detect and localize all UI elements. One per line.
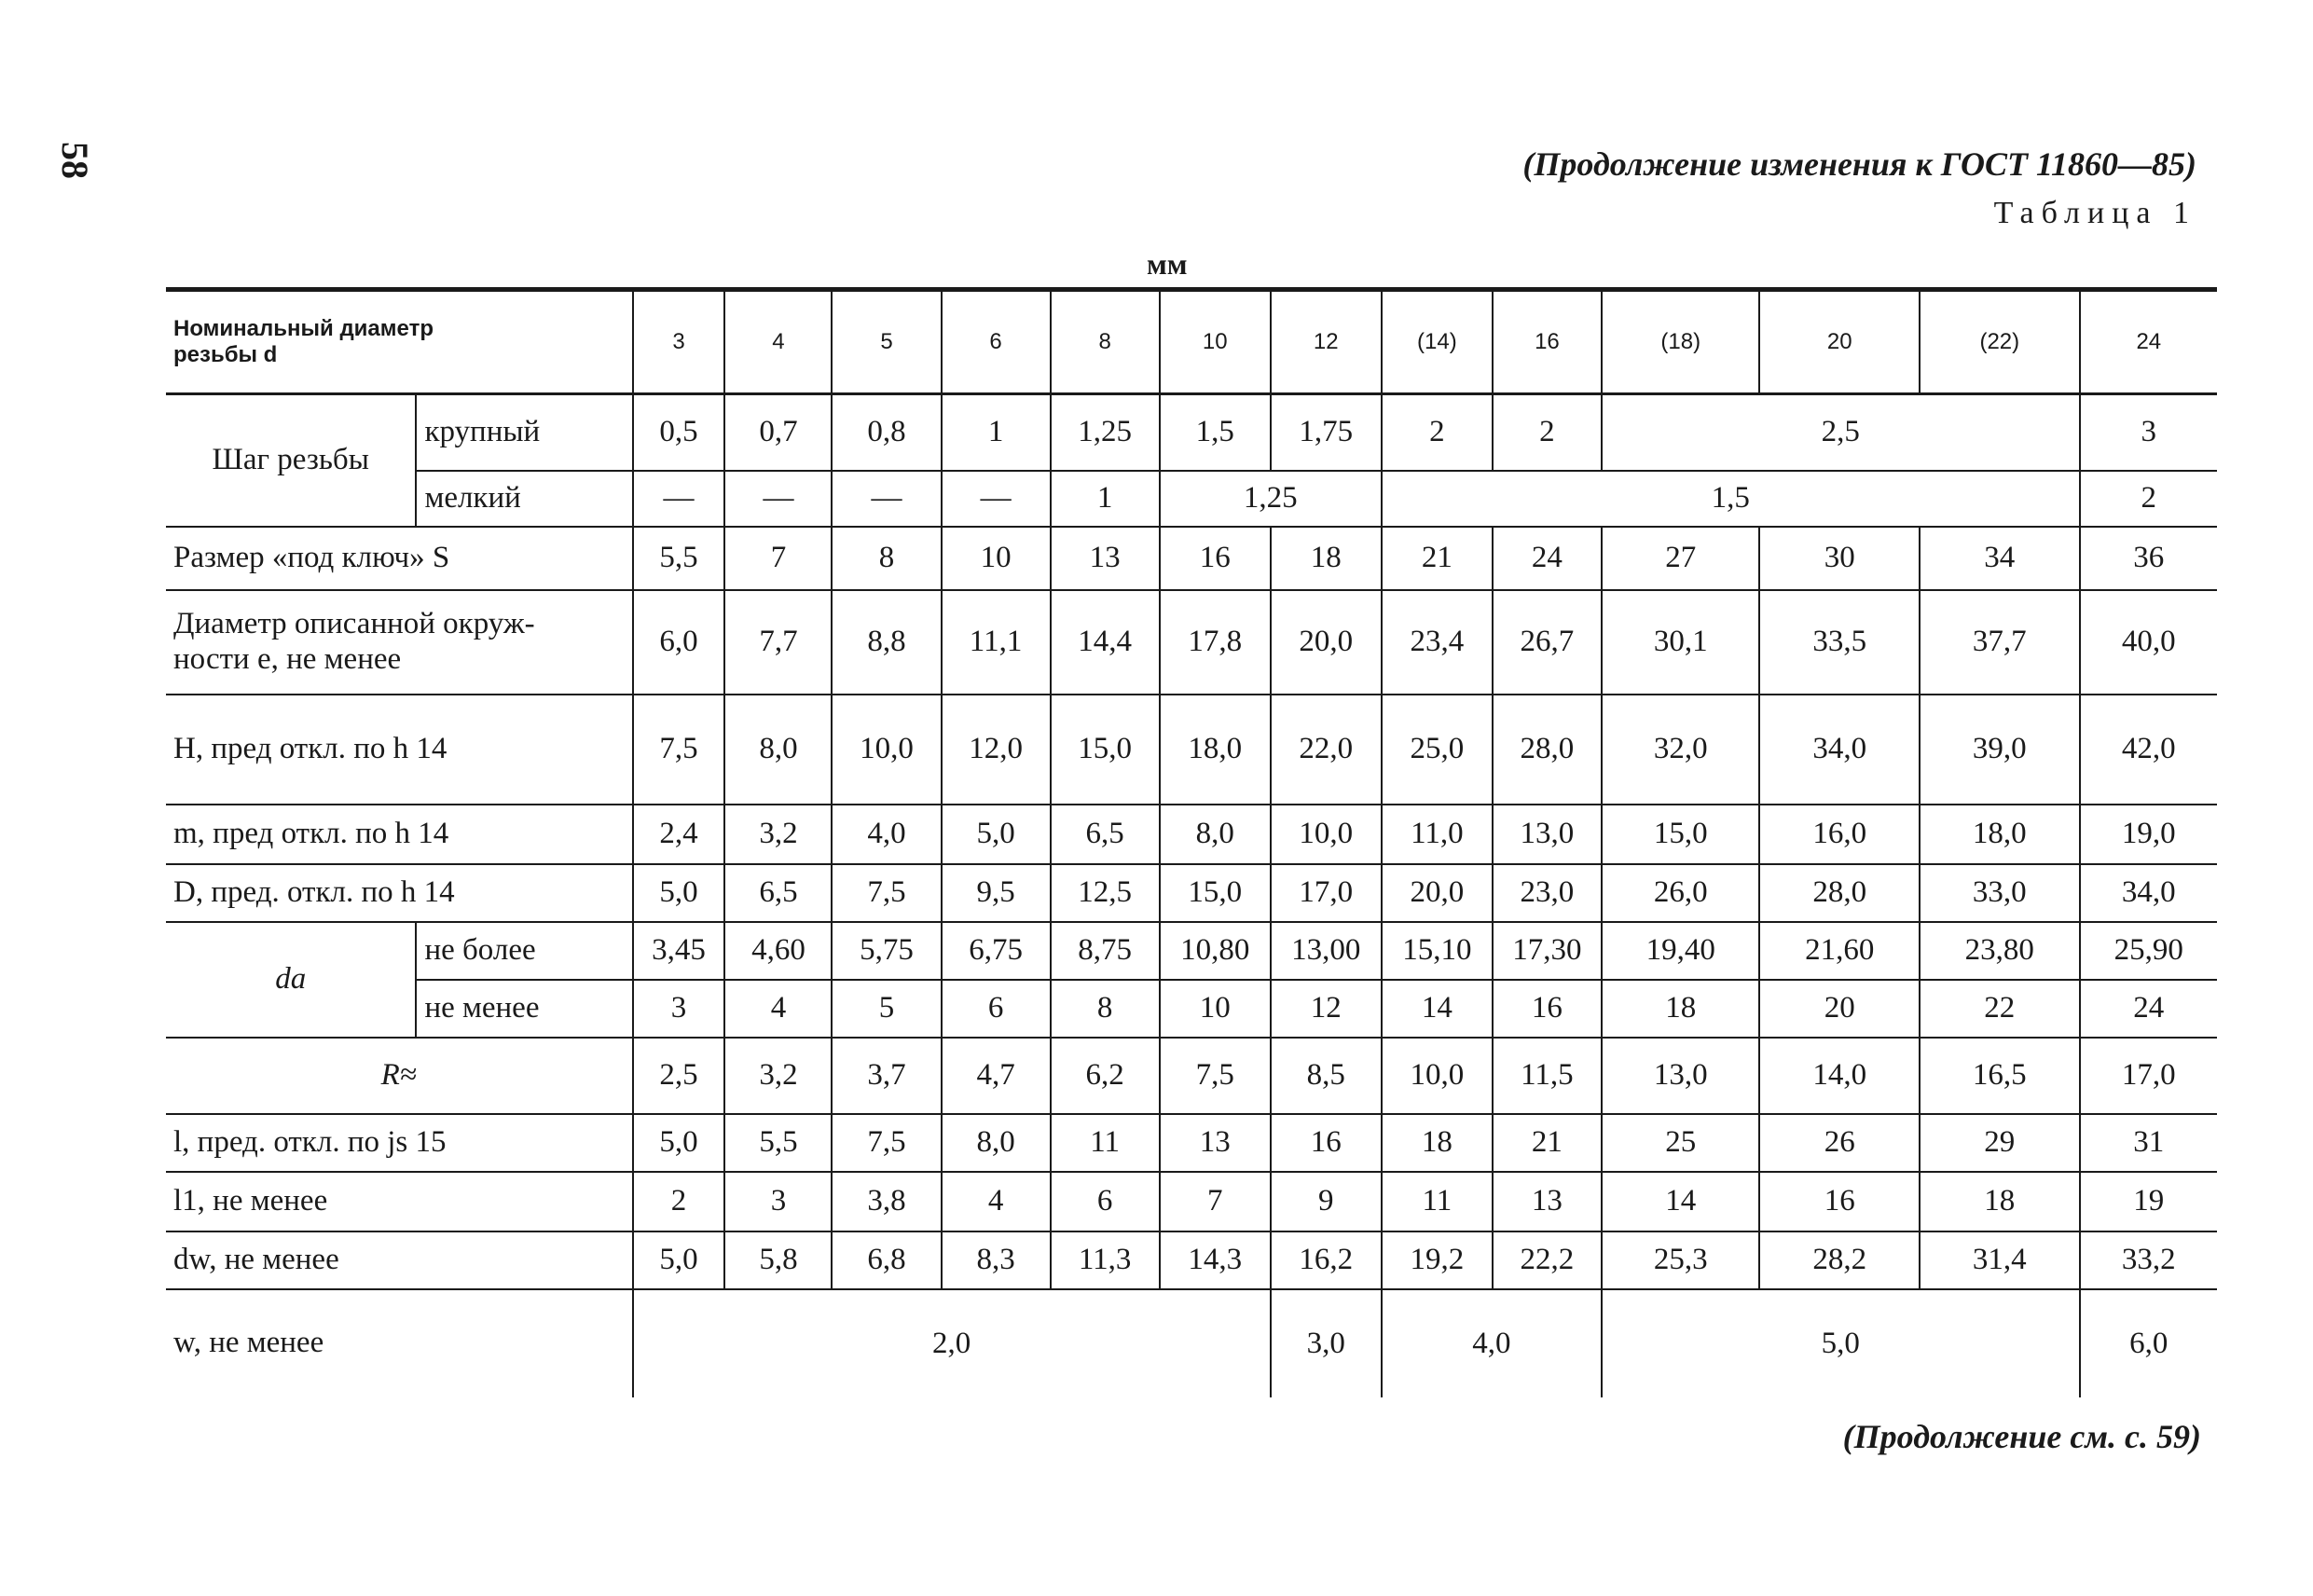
value-cell: 37,7 bbox=[1920, 590, 2080, 695]
value-cell: — bbox=[724, 471, 832, 527]
value-cell: 8,5 bbox=[1271, 1038, 1382, 1114]
value-cell: 28,0 bbox=[1759, 864, 1920, 922]
value-cell: 20 bbox=[1759, 980, 1920, 1038]
value-cell: 28,0 bbox=[1493, 695, 1602, 805]
value-cell: 1,5 bbox=[1160, 394, 1271, 471]
value-cell: 11 bbox=[1051, 1114, 1160, 1172]
value-cell: 31 bbox=[2080, 1114, 2217, 1172]
diameter-cell: (22) bbox=[1920, 290, 2080, 394]
diameter-cell: 5 bbox=[832, 290, 941, 394]
l-label: l, пред. откл. по js 15 bbox=[166, 1114, 633, 1172]
value-cell: 0,8 bbox=[832, 394, 941, 471]
value-cell: 4,0 bbox=[832, 805, 941, 864]
r-label: R≈ bbox=[166, 1038, 633, 1114]
value-cell: 8 bbox=[1051, 980, 1160, 1038]
value-cell: 5 bbox=[832, 980, 941, 1038]
value-cell: 24 bbox=[2080, 980, 2217, 1038]
diameter-cell: (18) bbox=[1602, 290, 1760, 394]
value-cell: 26,0 bbox=[1602, 864, 1760, 922]
value-cell-merged: 2,5 bbox=[1602, 394, 2080, 471]
value-cell: 10 bbox=[942, 527, 1051, 590]
value-cell: — bbox=[633, 471, 725, 527]
value-cell: 23,0 bbox=[1493, 864, 1602, 922]
value-cell: 11 bbox=[1382, 1172, 1493, 1231]
value-cell: 14,3 bbox=[1160, 1231, 1271, 1289]
diameter-cell: 10 bbox=[1160, 290, 1271, 394]
value-cell: 18,0 bbox=[1920, 805, 2080, 864]
table-label: Таблица 1 bbox=[1993, 196, 2196, 230]
value-cell: 10,0 bbox=[1382, 1038, 1493, 1114]
value-cell: 13,0 bbox=[1602, 1038, 1760, 1114]
value-cell: 6,2 bbox=[1051, 1038, 1160, 1114]
diameter-cell: 24 bbox=[2080, 290, 2217, 394]
value-cell: 8,0 bbox=[1160, 805, 1271, 864]
value-cell: 17,8 bbox=[1160, 590, 1271, 695]
value-cell: 24 bbox=[1493, 527, 1602, 590]
value-cell: 25,3 bbox=[1602, 1231, 1760, 1289]
nominal-diameter-label: Номинальный диаметр резьбы d bbox=[166, 290, 633, 394]
value-cell: 5,5 bbox=[633, 527, 725, 590]
value-cell: 3,7 bbox=[832, 1038, 941, 1114]
da-max-row bbox=[166, 922, 2217, 980]
value-cell: 14,4 bbox=[1051, 590, 1160, 695]
value-cell: 17,0 bbox=[2080, 1038, 2217, 1114]
value-cell-merged: 2,0 bbox=[633, 1289, 1271, 1397]
value-cell: 8,0 bbox=[724, 695, 832, 805]
page-number: 58 bbox=[54, 142, 96, 179]
value-cell: 25 bbox=[1602, 1114, 1760, 1172]
pitch-fine-label: мелкий bbox=[416, 471, 632, 527]
w-label: w, не менее bbox=[173, 1326, 324, 1360]
value-cell: 10,0 bbox=[832, 695, 941, 805]
value-cell: 20,0 bbox=[1382, 864, 1493, 922]
value-cell: 1 bbox=[1051, 471, 1160, 527]
value-cell: 28,2 bbox=[1759, 1231, 1920, 1289]
value-cell: 10 bbox=[1160, 980, 1271, 1038]
value-cell: 12,5 bbox=[1051, 864, 1160, 922]
value-cell: 2 bbox=[1382, 394, 1493, 471]
value-cell: 0,5 bbox=[633, 394, 725, 471]
value-cell: 2,4 bbox=[633, 805, 725, 864]
value-cell: 5,0 bbox=[633, 1231, 725, 1289]
value-cell: 3 bbox=[633, 980, 725, 1038]
da-min-label: не менее bbox=[416, 980, 632, 1038]
dw-row bbox=[166, 1231, 2217, 1289]
value-cell: 18 bbox=[1920, 1172, 2080, 1231]
circumscribed-diameter-row bbox=[166, 590, 2217, 695]
value-cell: 10,80 bbox=[1160, 922, 1271, 980]
value-cell: 33,0 bbox=[1920, 864, 2080, 922]
value-cell: 25,0 bbox=[1382, 695, 1493, 805]
m-row bbox=[166, 805, 2217, 864]
value-cell: 14 bbox=[1602, 1172, 1760, 1231]
value-cell: 27 bbox=[1602, 527, 1760, 590]
value-cell: 3,45 bbox=[633, 922, 725, 980]
value-cell: 8,0 bbox=[942, 1114, 1051, 1172]
value-cell-merged: 1,25 bbox=[1160, 471, 1382, 527]
value-cell: 7,7 bbox=[724, 590, 832, 695]
dimensions-table bbox=[166, 287, 2217, 1397]
value-cell: 21 bbox=[1382, 527, 1493, 590]
value-cell: 34 bbox=[1920, 527, 2080, 590]
value-cell: 6,75 bbox=[942, 922, 1051, 980]
l1-label: l1, не менее bbox=[166, 1172, 633, 1231]
value-cell: 11,1 bbox=[942, 590, 1051, 695]
value-cell: 14 bbox=[1382, 980, 1493, 1038]
value-cell: 8,75 bbox=[1051, 922, 1160, 980]
value-cell: 4 bbox=[724, 980, 832, 1038]
dw-label: dw, не менее bbox=[166, 1231, 633, 1289]
value-cell: 11,5 bbox=[1493, 1038, 1602, 1114]
value-cell: 3,8 bbox=[832, 1172, 941, 1231]
diameter-cell: 20 bbox=[1759, 290, 1920, 394]
table-header-row bbox=[166, 290, 2217, 394]
value-cell: 7 bbox=[1160, 1172, 1271, 1231]
value-cell: 11,0 bbox=[1382, 805, 1493, 864]
continuation-header: (Продолжение изменения к ГОСТ 11860—85) bbox=[1522, 145, 2196, 183]
value-cell: 17,0 bbox=[1271, 864, 1382, 922]
value-cell: 2 bbox=[1493, 394, 1602, 471]
value-cell: 7,5 bbox=[1160, 1038, 1271, 1114]
value-cell: 15,0 bbox=[1051, 695, 1160, 805]
value-cell: 15,0 bbox=[1602, 805, 1760, 864]
value-cell: 26 bbox=[1759, 1114, 1920, 1172]
value-cell: 16 bbox=[1160, 527, 1271, 590]
units-label: мм bbox=[1147, 247, 1188, 281]
value-cell: 22,2 bbox=[1493, 1231, 1602, 1289]
pitch-coarse-row bbox=[166, 394, 2217, 471]
pitch-label: Шаг резьбы bbox=[166, 394, 416, 527]
diameter-cell: 12 bbox=[1271, 290, 1382, 394]
w-row bbox=[166, 1289, 2217, 1397]
value-cell: 42,0 bbox=[2080, 695, 2217, 805]
value-cell: 7 bbox=[724, 527, 832, 590]
value-cell: 25,90 bbox=[2080, 922, 2217, 980]
value-cell: 18,0 bbox=[1160, 695, 1271, 805]
value-cell: 18 bbox=[1382, 1114, 1493, 1172]
value-cell: 33,5 bbox=[1759, 590, 1920, 695]
value-cell: 31,4 bbox=[1920, 1231, 2080, 1289]
value-cell: 23,80 bbox=[1920, 922, 2080, 980]
value-cell: 12,0 bbox=[942, 695, 1051, 805]
value-cell: 20,0 bbox=[1271, 590, 1382, 695]
value-cell: 5,0 bbox=[633, 1114, 725, 1172]
h-label: H, пред откл. по h 14 bbox=[166, 695, 633, 805]
value-cell: 8 bbox=[832, 527, 941, 590]
value-cell: 14,0 bbox=[1759, 1038, 1920, 1114]
value-cell: 5,0 bbox=[633, 864, 725, 922]
value-cell: 3,2 bbox=[724, 1038, 832, 1114]
value-cell: 39,0 bbox=[1920, 695, 2080, 805]
value-cell: 4,60 bbox=[724, 922, 832, 980]
l1-row bbox=[166, 1172, 2217, 1231]
value-cell: 18 bbox=[1602, 980, 1760, 1038]
h-row bbox=[166, 695, 2217, 805]
d-row bbox=[166, 864, 2217, 922]
diameter-cell: 8 bbox=[1051, 290, 1160, 394]
value-cell: 7,5 bbox=[832, 1114, 941, 1172]
value-cell: 29 bbox=[1920, 1114, 2080, 1172]
value-cell: 12 bbox=[1271, 980, 1382, 1038]
value-cell: 40,0 bbox=[2080, 590, 2217, 695]
value-cell: 3 bbox=[2080, 394, 2217, 471]
da-min-row bbox=[166, 980, 2217, 1038]
value-cell: 3,0 bbox=[1271, 1289, 1382, 1397]
value-cell: 19 bbox=[2080, 1172, 2217, 1231]
pitch-coarse-label: крупный bbox=[416, 394, 632, 471]
value-cell: 5,0 bbox=[942, 805, 1051, 864]
value-cell: 5,8 bbox=[724, 1231, 832, 1289]
value-cell: 7,5 bbox=[832, 864, 941, 922]
value-cell: 6,0 bbox=[2080, 1289, 2217, 1397]
value-cell: 6,5 bbox=[1051, 805, 1160, 864]
value-cell: 2,5 bbox=[633, 1038, 725, 1114]
value-cell: 3 bbox=[724, 1172, 832, 1231]
value-cell: 1,75 bbox=[1271, 394, 1382, 471]
value-cell: 2 bbox=[633, 1172, 725, 1231]
value-cell: 21,60 bbox=[1759, 922, 1920, 980]
d-label: D, пред. откл. по h 14 bbox=[166, 864, 633, 922]
diameter-cell: 6 bbox=[942, 290, 1051, 394]
value-cell: 13 bbox=[1160, 1114, 1271, 1172]
value-cell: 0,7 bbox=[724, 394, 832, 471]
value-cell: 34,0 bbox=[1759, 695, 1920, 805]
m-label: m, пред откл. по h 14 bbox=[166, 805, 633, 864]
value-cell: 6 bbox=[1051, 1172, 1160, 1231]
value-cell: 22,0 bbox=[1271, 695, 1382, 805]
value-cell: 3,2 bbox=[724, 805, 832, 864]
value-cell: 16,5 bbox=[1920, 1038, 2080, 1114]
diameter-cell: 16 bbox=[1493, 290, 1602, 394]
value-cell: 10,0 bbox=[1271, 805, 1382, 864]
value-cell: 26,7 bbox=[1493, 590, 1602, 695]
value-cell: 19,2 bbox=[1382, 1231, 1493, 1289]
value-cell: 19,40 bbox=[1602, 922, 1760, 980]
value-cell: 13 bbox=[1051, 527, 1160, 590]
value-cell: 22 bbox=[1920, 980, 2080, 1038]
value-cell: 30,1 bbox=[1602, 590, 1760, 695]
value-cell: 8,8 bbox=[832, 590, 941, 695]
value-cell: 5,75 bbox=[832, 922, 941, 980]
value-cell: 1 bbox=[942, 394, 1051, 471]
value-cell: 13 bbox=[1493, 1172, 1602, 1231]
value-cell: 1,25 bbox=[1051, 394, 1160, 471]
r-row bbox=[166, 1038, 2217, 1114]
value-cell: — bbox=[942, 471, 1051, 527]
value-cell: 32,0 bbox=[1602, 695, 1760, 805]
value-cell: 6 bbox=[942, 980, 1051, 1038]
diameter-cell: 3 bbox=[633, 290, 725, 394]
value-cell: 16 bbox=[1759, 1172, 1920, 1231]
circumscribed-diameter-label: Диаметр описанной окруж- ности e, не менее bbox=[166, 590, 633, 695]
continuation-footer: (Продолжение см. с. 59) bbox=[1842, 1418, 2201, 1455]
value-cell: 17,30 bbox=[1493, 922, 1602, 980]
value-cell: 36 bbox=[2080, 527, 2217, 590]
value-cell: 5,5 bbox=[724, 1114, 832, 1172]
value-cell: 15,10 bbox=[1382, 922, 1493, 980]
value-cell: 4 bbox=[942, 1172, 1051, 1231]
value-cell: 34,0 bbox=[2080, 864, 2217, 922]
value-cell: 21 bbox=[1493, 1114, 1602, 1172]
value-cell: 33,2 bbox=[2080, 1231, 2217, 1289]
diameter-cell: (14) bbox=[1382, 290, 1493, 394]
value-cell: 2 bbox=[2080, 471, 2217, 527]
value-cell-merged: 1,5 bbox=[1382, 471, 2080, 527]
value-cell: 4,7 bbox=[942, 1038, 1051, 1114]
value-cell: 6,8 bbox=[832, 1231, 941, 1289]
wrench-size-label: Размер «под ключ» S bbox=[166, 527, 633, 590]
value-cell: 15,0 bbox=[1160, 864, 1271, 922]
wrench-size-row bbox=[166, 527, 2217, 590]
value-cell: 18 bbox=[1271, 527, 1382, 590]
value-cell: 23,4 bbox=[1382, 590, 1493, 695]
value-cell: 30 bbox=[1759, 527, 1920, 590]
da-max-label: не более bbox=[416, 922, 632, 980]
value-cell: 13,0 bbox=[1493, 805, 1602, 864]
value-cell: 9 bbox=[1271, 1172, 1382, 1231]
value-cell: 16,0 bbox=[1759, 805, 1920, 864]
value-cell: 16 bbox=[1271, 1114, 1382, 1172]
value-cell: 6,5 bbox=[724, 864, 832, 922]
value-cell: 13,00 bbox=[1271, 922, 1382, 980]
da-label: da bbox=[166, 922, 416, 1038]
pitch-fine-row bbox=[166, 471, 2217, 527]
value-cell: 16 bbox=[1493, 980, 1602, 1038]
value-cell: 8,3 bbox=[942, 1231, 1051, 1289]
diameter-cell: 4 bbox=[724, 290, 832, 394]
value-cell: — bbox=[832, 471, 941, 527]
value-cell-merged: 5,0 bbox=[1602, 1289, 2080, 1397]
value-cell: 16,2 bbox=[1271, 1231, 1382, 1289]
value-cell: 9,5 bbox=[942, 864, 1051, 922]
value-cell: 6,0 bbox=[633, 590, 725, 695]
l-row bbox=[166, 1114, 2217, 1172]
value-cell-merged: 4,0 bbox=[1382, 1289, 1602, 1397]
value-cell: 19,0 bbox=[2080, 805, 2217, 864]
value-cell: 11,3 bbox=[1051, 1231, 1160, 1289]
value-cell: 7,5 bbox=[633, 695, 725, 805]
